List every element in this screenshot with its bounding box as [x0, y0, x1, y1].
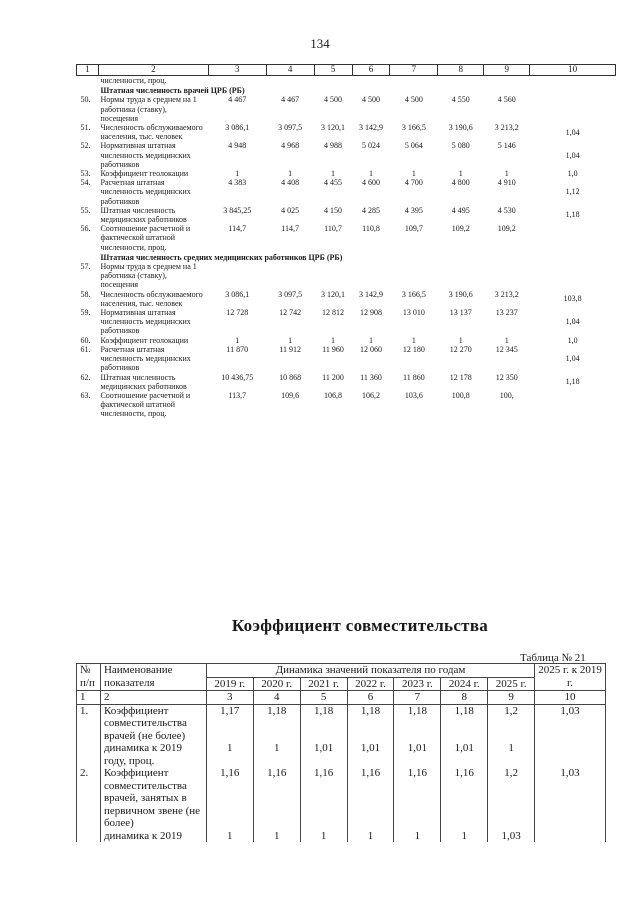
ratio-cell [530, 262, 616, 290]
value-cell: 1 [235, 335, 240, 345]
value-cell: 1,16 [394, 767, 441, 830]
column-number-cell: 7 [394, 691, 441, 705]
value-cell: 1 [394, 830, 441, 843]
value-cell: 106,8 [324, 390, 343, 400]
ratio-cell [530, 95, 616, 123]
header-row [77, 664, 606, 678]
row-label: Расчетная штатная численность медицинских работников [100, 178, 191, 206]
value-cell: 1,2 [488, 704, 535, 742]
value-cell: 100,8 [451, 390, 470, 400]
value-cell: 4 700 [404, 178, 423, 188]
value-cell: 1,01 [300, 742, 347, 767]
value-cell [484, 262, 530, 290]
value-cell: 3 190,6 [448, 289, 473, 299]
value-cell: 4 285 [361, 205, 380, 215]
value-cell: 12 728 [226, 308, 249, 318]
page-number: 134 [310, 36, 330, 51]
value-cell: 12 812 [322, 308, 345, 318]
value-cell: 113,7 [228, 390, 247, 400]
column-number-cell: 5 [300, 691, 347, 705]
value-cell: 1 [331, 335, 336, 345]
value-cell: 4 025 [281, 205, 300, 215]
header-cell: 2 [98, 65, 208, 76]
value-cell [208, 262, 266, 290]
row-label: Штатная численность медицинских работников [100, 372, 187, 391]
value-cell [352, 262, 390, 290]
ratio-cell: 1,04 [565, 354, 580, 364]
column-number-cell: 9 [488, 691, 535, 705]
table-row [77, 742, 606, 767]
year-cell: 2023 г. [394, 677, 441, 691]
section-header-row [77, 252, 616, 262]
value-cell: 4 910 [497, 178, 516, 188]
table-row [77, 141, 616, 169]
table-row [77, 123, 616, 141]
value-cell [438, 262, 484, 290]
value-cell: 12 345 [495, 344, 518, 354]
value-cell: 1 [206, 742, 253, 767]
value-cell: 3 845,25 [223, 205, 252, 215]
row-label: Численность обслуживаемого населения, тыс. человек [100, 289, 203, 308]
value-cell: 4 467 [228, 95, 247, 105]
value-cell: 3 120,1 [321, 123, 346, 133]
row-number: 56. [80, 224, 91, 234]
value-cell: 12 350 [495, 372, 518, 382]
value-cell: 1,16 [253, 767, 300, 830]
value-cell: 3 213,2 [494, 123, 519, 133]
value-cell: 3 120,1 [321, 289, 346, 299]
row-label: Коэффициент совместительства врачей (не более) [100, 704, 206, 742]
ratio-cell: 1,0 [567, 335, 578, 345]
row-number: 1. [77, 704, 101, 742]
row-label: Соотношение расчетной и фактической штатной численности, проц. [100, 224, 191, 252]
row-label: динамика к 2019 году, проц. [100, 742, 206, 767]
value-cell: 1,01 [347, 742, 394, 767]
row-number: 62. [80, 372, 91, 382]
value-cell: 1 [347, 830, 394, 843]
value-cell: 4 500 [324, 95, 343, 105]
value-cell: 1,16 [441, 767, 488, 830]
value-cell: 5 024 [361, 141, 380, 151]
table-row [77, 704, 606, 742]
row-number [77, 252, 99, 262]
value-cell: 13 137 [449, 308, 472, 318]
value-cell: 13 237 [495, 308, 518, 318]
row-number: 63. [80, 390, 91, 400]
row-label: численности, проц. [100, 76, 167, 85]
header-row [77, 65, 616, 76]
table-row [77, 206, 616, 224]
column-number-cell: 8 [441, 691, 488, 705]
value-cell: 4 500 [404, 95, 423, 105]
row-number: 61. [80, 344, 91, 354]
row-label: Соотношение расчетной и фактической штатной численности, проц. [100, 390, 191, 419]
value-cell: 1 [300, 830, 347, 843]
value-cell: 3 086,1 [225, 123, 250, 133]
row-label: Коэффициент совместительства врачей, занятых в первичном звене (не более) [100, 767, 206, 830]
value-cell [390, 262, 438, 290]
table-label: Таблица № 21 [520, 652, 586, 664]
value-cell: 4 150 [324, 205, 343, 215]
value-cell: 4 948 [228, 141, 247, 151]
year-cell: 2025 г. [488, 677, 535, 691]
table-row [77, 262, 616, 290]
value-cell: 3 213,2 [494, 289, 519, 299]
value-cell: 1,16 [206, 767, 253, 830]
row-label: Коэффициент геолокации [100, 169, 189, 179]
year-cell: 2021 г. [300, 677, 347, 691]
row-number: 57. [80, 262, 91, 272]
ratio-cell: 1,04 [565, 317, 580, 327]
table-row [77, 830, 606, 843]
value-cell: 100, [499, 390, 514, 400]
value-cell: 11 200 [322, 372, 344, 382]
value-cell: 1 [458, 335, 463, 345]
year-cell: 2019 г. [206, 677, 253, 691]
ratio-cell: 1,18 [565, 377, 580, 387]
value-cell: 1,18 [347, 704, 394, 742]
value-cell: 109,6 [281, 390, 300, 400]
value-cell: 5 080 [451, 141, 470, 151]
value-cell: 4 550 [451, 95, 470, 105]
header-cell: 3 [208, 65, 266, 76]
table-row [77, 373, 616, 391]
ratio-cell: 1,12 [565, 187, 580, 197]
row-label: Коэффициент геолокации [100, 335, 189, 345]
value-cell: 110,8 [362, 224, 380, 234]
table-row [77, 290, 616, 308]
header-name: Наименование показателя [100, 664, 206, 691]
value-cell: 4 600 [361, 178, 380, 188]
table-row [77, 336, 616, 345]
value-cell: 1 [441, 830, 488, 843]
year-cell: 2022 г. [347, 677, 394, 691]
table-row [77, 178, 616, 206]
value-cell: 109,7 [404, 224, 423, 234]
ratio-cell: 1,03 [535, 767, 606, 830]
row-number: 59. [80, 308, 91, 318]
ratio-cell: 103,8 [563, 294, 582, 304]
row-number: 60. [80, 335, 91, 345]
row-label: Нормативная штатная численность медицинских работников [100, 308, 191, 336]
value-cell: 1,03 [488, 830, 535, 843]
value-cell: 1 [411, 335, 416, 345]
value-cell: 4 495 [451, 205, 470, 215]
value-cell: 1 [235, 169, 240, 179]
value-cell: 4 500 [361, 95, 380, 105]
row-number: 54. [80, 178, 91, 188]
value-cell: 1,17 [206, 704, 253, 742]
header-last: 2025 г. к 2019 г. [535, 664, 606, 691]
value-cell: 1 [288, 335, 293, 345]
value-cell: 1,16 [300, 767, 347, 830]
value-cell: 11 870 [226, 344, 249, 354]
value-cell: 1,18 [300, 704, 347, 742]
table-row [77, 95, 616, 123]
value-cell: 1 [331, 169, 336, 179]
row-label: Нормы труда в среднем на 1 работника (ставку), посещения [100, 262, 197, 290]
value-cell: 12 908 [359, 308, 382, 318]
value-cell: 1 [488, 742, 535, 767]
ratio-cell [535, 830, 606, 843]
value-cell: 11 360 [360, 372, 382, 382]
value-cell: 4 395 [404, 205, 423, 215]
row-number [77, 742, 101, 767]
value-cell: 3 097,5 [278, 123, 303, 133]
value-cell: 103,6 [404, 390, 423, 400]
row-label: Штатная численность медицинских работников [100, 205, 187, 225]
section-title: Штатная численность средних медицинских работников ЦРБ (РБ) [100, 252, 343, 262]
table-row [77, 345, 616, 373]
row-number: 50. [80, 95, 91, 105]
value-cell: 3 142,9 [358, 123, 383, 133]
continued-row [77, 76, 616, 86]
row-number: 55. [80, 205, 91, 215]
ratio-cell: 1,04 [565, 150, 580, 160]
row-number: 2. [77, 767, 101, 830]
header-cell: 1 [77, 65, 99, 76]
value-cell: 114,7 [228, 224, 247, 234]
value-cell: 11 912 [279, 344, 301, 354]
table-row [77, 224, 616, 252]
value-cell: 11 960 [322, 344, 344, 354]
value-cell: 10 868 [279, 372, 302, 382]
header-cell: 7 [390, 65, 438, 76]
header-cell: 10 [530, 65, 616, 76]
value-cell [314, 262, 352, 290]
value-cell: 106,2 [361, 390, 380, 400]
column-number-cell: 10 [535, 691, 606, 705]
header-cell: 6 [352, 65, 390, 76]
ratio-cell [535, 742, 606, 767]
row-number: 52. [80, 141, 91, 151]
value-cell: 11 860 [403, 372, 425, 382]
column-number-cell: 4 [253, 691, 300, 705]
column-number-cell: 2 [100, 691, 206, 705]
value-cell: 12 742 [279, 308, 302, 318]
value-cell: 10 436,75 [221, 372, 254, 382]
value-cell: 3 190,6 [448, 123, 473, 133]
row-label: динамика к 2019 [100, 830, 206, 843]
value-cell: 1,01 [441, 742, 488, 767]
value-cell: 1 [504, 335, 509, 345]
value-cell: 4 530 [497, 205, 516, 215]
value-cell: 1,2 [488, 767, 535, 830]
value-cell: 12 060 [359, 344, 382, 354]
row-number: 51. [80, 123, 91, 133]
section-title: Коэффициент совместительства [231, 616, 489, 635]
year-cell: 2020 г. [253, 677, 300, 691]
value-cell: 4 560 [497, 95, 516, 105]
value-cell: 3 097,5 [278, 289, 303, 299]
value-cell: 4 408 [281, 178, 300, 188]
value-cell: 1 [504, 169, 509, 179]
value-cell: 1 [253, 830, 300, 843]
header-number: № п/п [77, 664, 101, 691]
value-cell: 5 146 [497, 141, 516, 151]
row-number [77, 76, 99, 86]
table-row [77, 169, 616, 178]
header-cell: 9 [484, 65, 530, 76]
header-cell: 5 [314, 65, 352, 76]
ratio-cell: 1,18 [565, 210, 580, 220]
value-cell: 3 166,5 [401, 289, 426, 299]
header-cell: 8 [438, 65, 484, 76]
value-cell: 1 [458, 169, 463, 179]
table-row [77, 391, 616, 419]
row-number [77, 830, 101, 843]
value-cell: 4 383 [228, 178, 247, 188]
value-cell: 4 800 [451, 178, 470, 188]
value-cell: 4 455 [324, 178, 343, 188]
value-cell: 109,2 [451, 224, 470, 234]
row-number: 53. [80, 169, 91, 179]
value-cell: 1 [206, 830, 253, 843]
value-cell: 4 968 [281, 141, 300, 151]
value-cell: 5 064 [404, 141, 423, 151]
column-number-cell: 1 [77, 691, 101, 705]
column-number-cell: 3 [206, 691, 253, 705]
value-cell: 13 010 [402, 308, 425, 318]
row-label: Нормы труда в среднем на 1 работника (ставку), посещения [100, 95, 197, 123]
header-cell: 4 [266, 65, 314, 76]
value-cell: 110,7 [324, 224, 342, 234]
coefficient-table [76, 663, 606, 842]
table-row [77, 767, 606, 830]
value-cell: 1 [368, 169, 373, 179]
year-cell: 2024 г. [441, 677, 488, 691]
ratio-cell: 1,03 [535, 704, 606, 742]
value-cell: 3 086,1 [225, 289, 250, 299]
value-cell: 1,18 [394, 704, 441, 742]
row-number [77, 85, 99, 95]
table-row [77, 308, 616, 336]
ratio-cell [530, 391, 616, 419]
row-number: 58. [80, 289, 91, 299]
value-cell: 3 142,9 [358, 289, 383, 299]
value-cell: 12 270 [449, 344, 472, 354]
row-label: Нормативная штатная численность медицинских работников [100, 141, 191, 169]
column-number-row [77, 691, 606, 705]
value-cell: 1 [288, 169, 293, 179]
value-cell: 1 [368, 335, 373, 345]
row-label: Численность обслуживаемого населения, тыс. человек [100, 123, 203, 142]
header-dynamics: Динамика значений показателя по годам [206, 664, 534, 678]
ratio-cell: 1,04 [565, 127, 580, 137]
value-cell: 1,01 [394, 742, 441, 767]
value-cell: 4 467 [281, 95, 300, 105]
ratio-cell: 1,0 [567, 169, 578, 179]
value-cell: 3 166,5 [401, 123, 426, 133]
value-cell: 12 178 [449, 372, 472, 382]
section-header-row [77, 85, 616, 95]
value-cell: 1,18 [441, 704, 488, 742]
row-label: Расчетная штатная численность медицинских работников [100, 344, 191, 373]
value-cell: 4 988 [324, 141, 343, 151]
column-number-cell: 6 [347, 691, 394, 705]
value-cell: 1,18 [253, 704, 300, 742]
value-cell: 1 [253, 742, 300, 767]
value-cell: 12 180 [402, 344, 425, 354]
value-cell: 109,2 [497, 224, 516, 234]
section-title: Штатная численность врачей ЦРБ (РБ) [100, 86, 245, 96]
value-cell [266, 262, 314, 290]
staffing-table [76, 64, 616, 419]
value-cell: 1,16 [347, 767, 394, 830]
value-cell: 1 [411, 169, 416, 179]
value-cell: 114,7 [281, 224, 299, 234]
ratio-cell [530, 224, 616, 252]
